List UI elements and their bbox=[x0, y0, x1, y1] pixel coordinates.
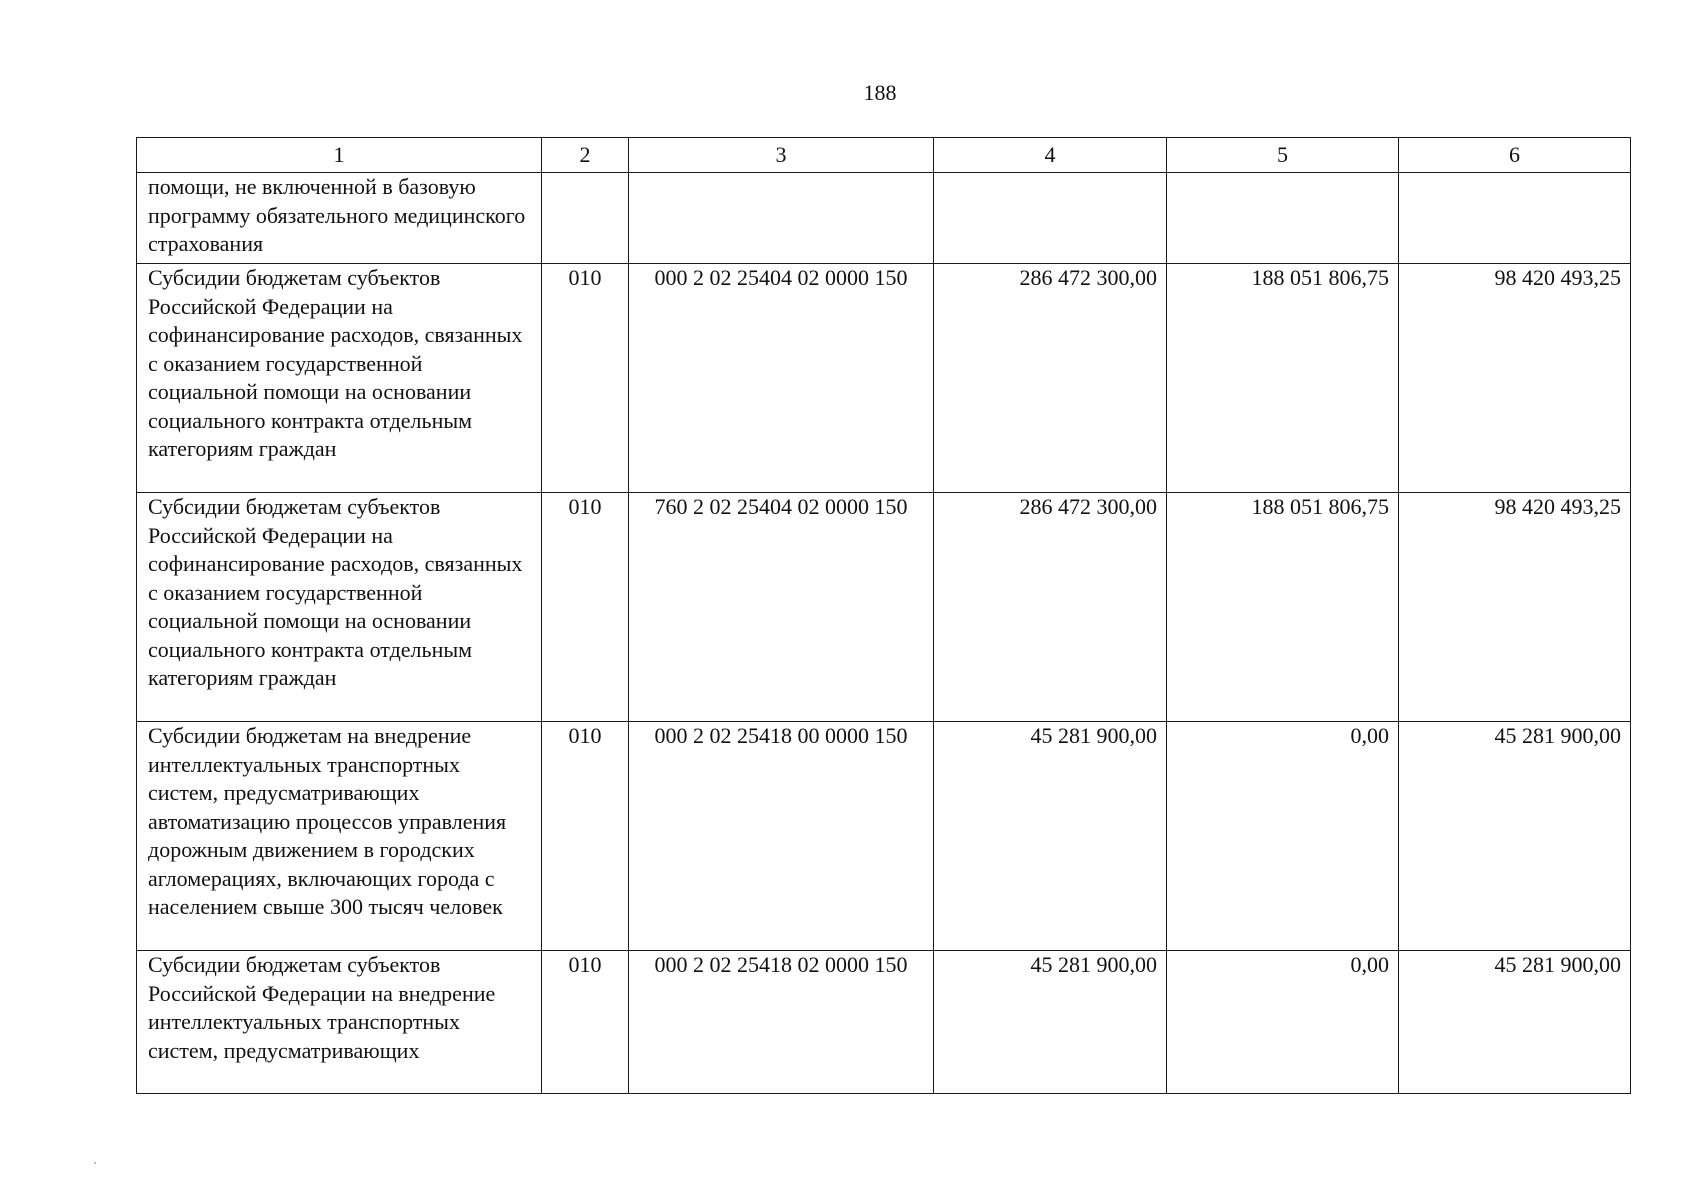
row-executed-value: 188 051 806,75 bbox=[1167, 493, 1399, 722]
row-approved-value: 45 281 900,00 bbox=[934, 722, 1167, 951]
table-row bbox=[137, 264, 1631, 493]
row-name: Субсидии бюджетам субъектов Российской Федерации на внедрение интеллектуальных транспортных систем, предусматривающих bbox=[137, 951, 542, 1094]
row-income-code: 000 2 02 25418 02 0000 150 bbox=[629, 951, 934, 1094]
table-row bbox=[137, 493, 1631, 722]
row-approved-value: 45 281 900,00 bbox=[934, 951, 1167, 1094]
row-line-code bbox=[542, 173, 629, 264]
row-unexecuted-value: 98 420 493,25 bbox=[1399, 493, 1631, 722]
column-header: 3 bbox=[629, 138, 934, 173]
row-income-code: 760 2 02 25404 02 0000 150 bbox=[629, 493, 934, 722]
column-header: 2 bbox=[542, 138, 629, 173]
row-name: Субсидии бюджетам субъектов Российской Федерации на софинансирование расходов, связанных с оказанием государственной социальной помощи на основании социального контракта отдельным категориям граждан bbox=[137, 264, 542, 493]
budget-table bbox=[136, 137, 1631, 1094]
table-row bbox=[137, 951, 1631, 1094]
row-executed-value: 0,00 bbox=[1167, 722, 1399, 951]
row-unexecuted-value bbox=[1399, 173, 1631, 264]
column-header: 4 bbox=[934, 138, 1167, 173]
row-executed-value: 0,00 bbox=[1167, 951, 1399, 1094]
row-approved-value: 286 472 300,00 bbox=[934, 264, 1167, 493]
row-executed-value bbox=[1167, 173, 1399, 264]
scan-speck bbox=[94, 1162, 96, 1164]
row-line-code: 010 bbox=[542, 264, 629, 493]
table-row bbox=[137, 722, 1631, 951]
row-line-code: 010 bbox=[542, 722, 629, 951]
row-unexecuted-value: 45 281 900,00 bbox=[1399, 951, 1631, 1094]
row-income-code: 000 2 02 25418 00 0000 150 bbox=[629, 722, 934, 951]
row-unexecuted-value: 98 420 493,25 bbox=[1399, 264, 1631, 493]
row-name: Субсидии бюджетам субъектов Российской Федерации на софинансирование расходов, связанных с оказанием государственной социальной помощи на основании социального контракта отдельным категориям граждан bbox=[137, 493, 542, 722]
row-income-code: 000 2 02 25404 02 0000 150 bbox=[629, 264, 934, 493]
table-header-row bbox=[137, 138, 1631, 173]
row-executed-value: 188 051 806,75 bbox=[1167, 264, 1399, 493]
row-name: Субсидии бюджетам на внедрение интеллектуальных транспортных систем, предусматривающих автоматизацию процессов управления дорожным движением в городских агломерациях, включающих города с населением свыше 300 тысяч человек bbox=[137, 722, 542, 951]
row-approved-value bbox=[934, 173, 1167, 264]
table-row bbox=[137, 173, 1631, 264]
row-name: помощи, не включенной в базовую программу обязательного медицинского страхования bbox=[137, 173, 542, 264]
row-unexecuted-value: 45 281 900,00 bbox=[1399, 722, 1631, 951]
row-approved-value: 286 472 300,00 bbox=[934, 493, 1167, 722]
row-income-code bbox=[629, 173, 934, 264]
column-header: 5 bbox=[1167, 138, 1399, 173]
page-number: 188 bbox=[863, 80, 897, 105]
row-line-code: 010 bbox=[542, 493, 629, 722]
column-header: 6 bbox=[1399, 138, 1631, 173]
column-header: 1 bbox=[137, 138, 542, 173]
row-line-code: 010 bbox=[542, 951, 629, 1094]
